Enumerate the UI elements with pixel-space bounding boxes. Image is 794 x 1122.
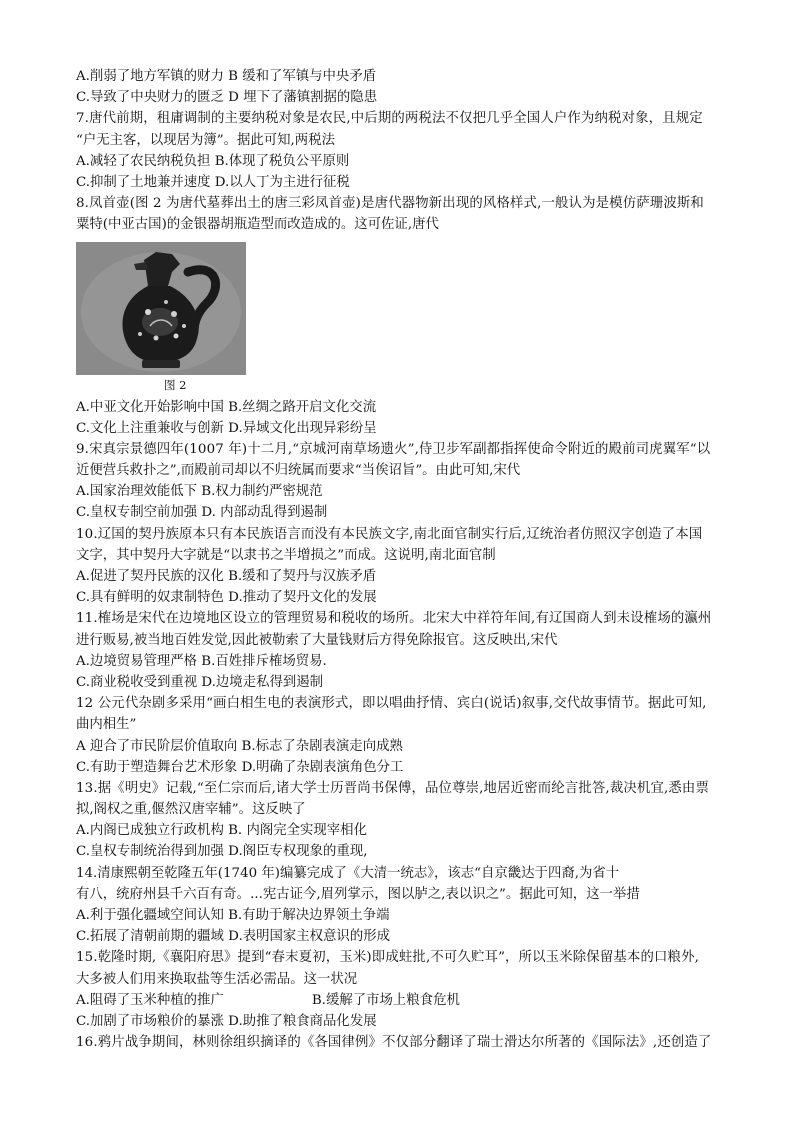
q7-option-line: C.抑制了土地兼并速度 D.以人丁为主进行征税 [76, 174, 350, 190]
q9-stem-line: 近便营兵救扑之”,而殿前司却以不归统属而要求“当俟诏旨”。由此可知,宋代 [76, 463, 521, 479]
q14-stem-line: 有八，统府州县千六百有奇。...宪古证今,眉列掌示，图以胪之,表以识之”。据此可知，这一举措 [76, 886, 640, 902]
q11-option-line: A.边境贸易管理严格 B.百姓排斥榷场贸易. [76, 653, 327, 669]
q15-option-line: C.加剧了市场粮价的暴涨 D.助推了粮食商品化发展 [76, 1013, 377, 1029]
q7-stem-line: 7.唐代前期，租庸调制的主要纳税对象是农民,中后期的两税法不仅把几乎全国人户作为纳税对象，且规定 [76, 111, 703, 127]
q10-stem-line: 文字，其中契丹大字就是“以隶书之半增损之”而成。这说明,南北面官制 [76, 547, 496, 563]
q13-stem-line: 13.据《明史》记载,“至仁宗而后,诸大学士历晋尚书保傅，品位尊崇,地居近密而纶言批答,裁决机宜,悉由票 [76, 780, 710, 796]
q9-option-line: A.国家治理效能低下 B.权力制约严密规范 [76, 484, 323, 500]
q6-option-line: C.导致了中央财力的匮乏 D 埋下了藩镇割据的隐患 [76, 90, 378, 106]
q6-option-line: A.削弱了地方军镇的财力 B 缓和了军镇与中央矛盾 [76, 69, 377, 84]
phoenix-head-ewer-photo [76, 242, 246, 375]
q11-stem-line: 进行贩易,被当地百姓发觉,因此被勒索了大量钱财后方得免除报官。这反映出,宋代 [76, 632, 558, 648]
q14-stem-line: 14.清康熙朝至乾隆五年(1740 年)编纂完成了《大清一统志》，该志“自京畿达于四裔,为省十 [76, 865, 620, 881]
q10-stem-line: 10.辽国的契丹族原本只有本民族语言而没有本民族文字,南北面官制实行后,辽统治者仿照汉字创造了本国 [76, 526, 703, 542]
q11-stem-line: 11.榷场是宋代在边境地区设立的管理贸易和税收的场所。北宋大中祥符年间,有辽国商人到未设榷场的瀛州 [76, 611, 712, 627]
q14-option-line: C.拓展了清朝前期的疆域 D.表明国家主权意识的形成 [76, 929, 390, 945]
figure-2 [76, 242, 740, 397]
q7-option-line: A.减轻了农民纳税负担 B.体现了税负公平原则 [76, 153, 350, 169]
q8-option-line: C.文化上注重兼收与创新 D.异域文化出现异彩纷呈 [76, 420, 377, 436]
q16-stem-line: 16.鸦片战争期间，林则徐组织摘译的《各国律例》不仅部分翻译了瑞士滑达尔所著的《国际法》,还创造了 [76, 1035, 712, 1051]
exam-page [76, 66, 740, 1053]
figure-caption: 图 2 [164, 377, 187, 392]
q15-option-b: B.缓解了市场上粮食危机 [311, 992, 460, 1008]
ewer-illustration [76, 242, 246, 375]
q8-option-line: A.中亚文化开始影响中国 B.丝绸之路开启文化交流 [76, 399, 377, 415]
q14-option-line: A.利于强化疆域空间认知 B.有助于解决边界领土争端 [76, 908, 390, 923]
q10-option-line: A.促进了契丹民族的汉化 B.缓和了契丹与汉族矛盾 [76, 569, 377, 584]
q12-stem-line: 12 公元代杂剧多采用“画白相生电的表演形式，即以唱曲抒情、宾白(说话)叙事,交代故事情节。据此可知, [76, 696, 707, 712]
q12-option-line: A 迎合了市民阶层价值取向 B.标志了杂剧表演走向成熟 [76, 738, 403, 754]
q15-stem-line: 15.乾隆时期,《襄阳府思》提到“春末夏初，玉米)即成蛀批,不可久贮耳”，所以玉米除保留基本的口粮外, [76, 950, 700, 966]
q8-stem-line: 粟特(中亚古国)的金银器胡瓶造型而改造成的。这可佐证,唐代 [76, 217, 439, 233]
q12-stem-line: 曲内相生” [76, 717, 137, 733]
q13-option-line: C.皇权专制统治得到加强 D.阁臣专权现象的重现, [76, 844, 368, 860]
q15-option-a: A.阻碍了玉米种植的推广 [76, 992, 224, 1008]
q11-option-line: C.商业税收受到重视 D.边境走私得到遏制 [76, 674, 324, 690]
q15-option-line [76, 990, 740, 1011]
q13-option-line: A.内阁已成独立行政机构 B. 内阁完全实现宰相化 [76, 823, 367, 839]
q8-stem-line: 8.凤首壶(图 2 为唐代墓葬出土的唐三彩凤首壶)是唐代器物新出现的风格样式,一般认为是模仿萨珊波斯和 [76, 196, 704, 212]
q10-option-line: C.具有鲜明的奴隶制特色 D.推动了契丹文化的发展 [76, 590, 377, 606]
q9-stem-line: 9.宋真宗景德四年(1007 年)十二月,“京城河南草场遗火”,侍卫步军副都指挥使命令附近的殿前司虎翼军“以 [76, 441, 711, 457]
q12-option-line: C.有助于塑造舞台艺术形象 D.明确了杂剧表演角色分工 [76, 759, 404, 775]
q13-stem-line: 拟,阁权之重,偃然汉唐宰辅”。这反映了 [76, 802, 306, 818]
q9-option-line: C.皇权专制空前加强 D. 内部动乱得到遏制 [76, 505, 328, 521]
q7-stem-line: “户无主客，以现居为簿”。据此可知,两税法 [76, 132, 335, 148]
q15-stem-line: 大多被人们用来换取盐等生活必需品。这一状况 [76, 971, 358, 987]
